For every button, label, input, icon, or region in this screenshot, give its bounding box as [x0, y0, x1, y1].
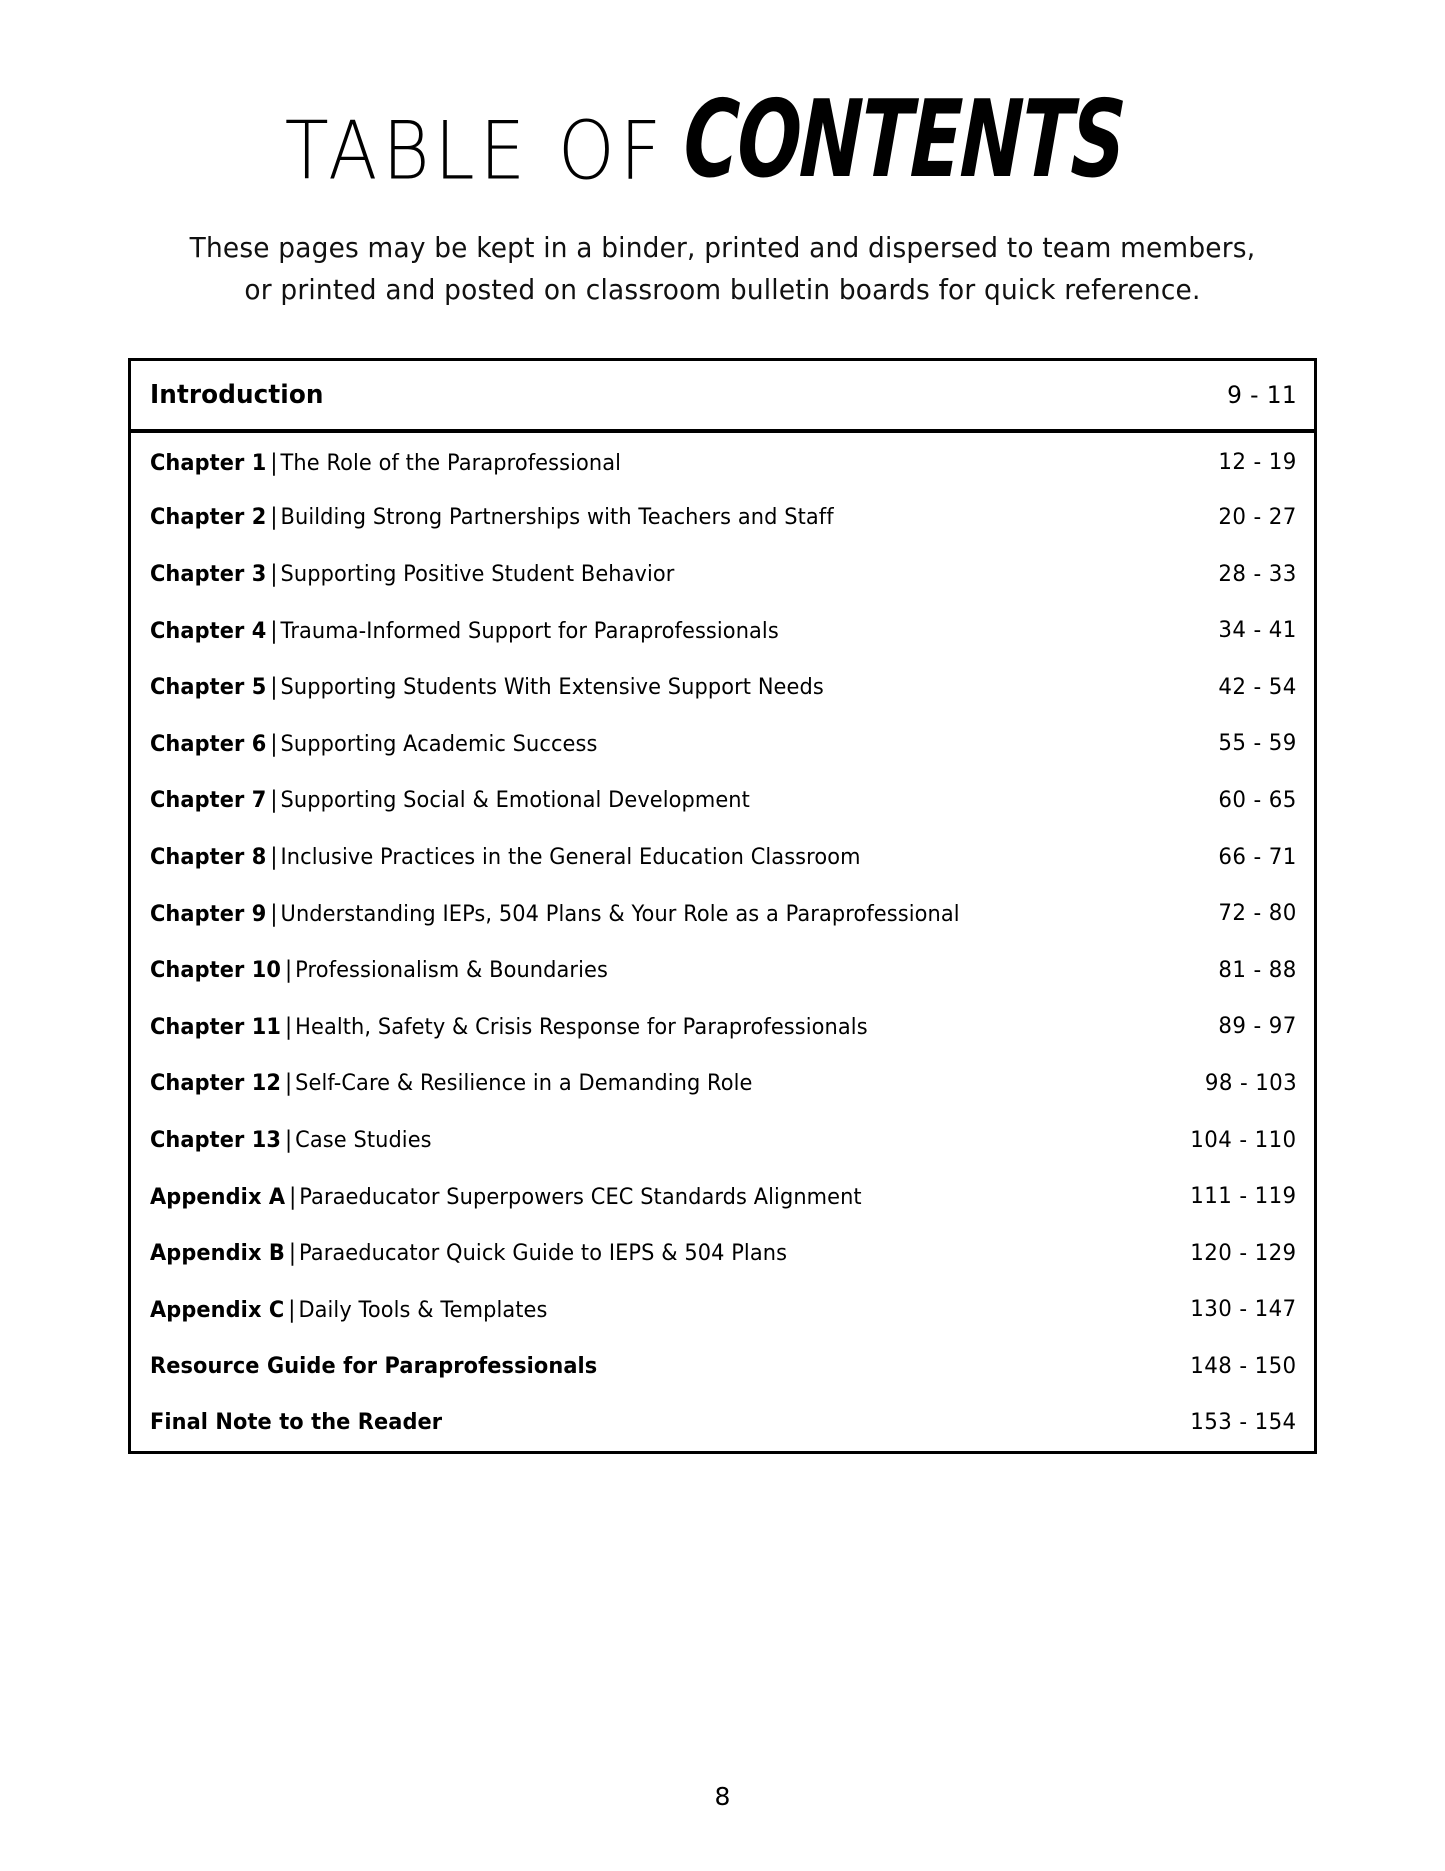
- toc-entry-separator: |: [270, 900, 278, 927]
- toc-row[interactable]: [131, 1395, 1314, 1452]
- toc-row[interactable]: [131, 999, 1314, 1056]
- toc-row[interactable]: [131, 1282, 1314, 1339]
- toc-row[interactable]: [131, 1112, 1314, 1169]
- toc-entry-title: Professionalism & Boundaries: [295, 958, 608, 984]
- toc-entry-lead: Appendix B: [150, 1241, 285, 1267]
- toc-entry-label: [150, 450, 621, 476]
- toc-row-introduction[interactable]: [131, 361, 1314, 433]
- toc-entry-label: [150, 957, 608, 983]
- toc-entry-lead: Chapter 5: [150, 675, 267, 701]
- toc-entry-label: [150, 1014, 868, 1040]
- toc-entry-label: [150, 901, 960, 927]
- toc-entry-title: Paraeducator Superpowers CEC Standards Alignment: [299, 1184, 862, 1210]
- page-title: [0, 0, 1445, 202]
- toc-entry-label: [150, 1127, 432, 1153]
- toc-entry-pages: 120 - 129: [1190, 1240, 1297, 1266]
- toc-entry-separator: |: [270, 844, 278, 871]
- toc-entry-pages: 89 - 97: [1218, 1014, 1297, 1040]
- toc-entry-lead: Appendix C: [150, 1297, 285, 1323]
- toc-row[interactable]: [131, 716, 1314, 773]
- toc-entry-separator: |: [270, 787, 278, 814]
- toc-row[interactable]: [131, 489, 1314, 546]
- toc-entry-pages: 72 - 80: [1218, 901, 1297, 927]
- toc-entry-title: Health, Safety & Crisis Response for Paraprofessionals: [295, 1014, 868, 1040]
- toc-entry-title: Supporting Academic Success: [280, 731, 598, 757]
- toc-entry-separator: |: [288, 1296, 296, 1323]
- toc-entry-lead: Chapter 10: [150, 958, 282, 984]
- toc-entry-lead: Chapter 7: [150, 788, 267, 814]
- toc-entry-lead: Chapter 13: [150, 1128, 282, 1154]
- toc-entry-lead: Chapter 6: [150, 731, 267, 757]
- toc-entry-pages: 60 - 65: [1218, 787, 1297, 813]
- toc-entry-pages: 28 - 33: [1218, 561, 1297, 587]
- toc-row[interactable]: [131, 546, 1314, 603]
- toc-entry-separator: |: [284, 1127, 293, 1154]
- toc-entry-pages: 55 - 59: [1218, 731, 1297, 757]
- toc-entry-label: [150, 1297, 547, 1323]
- toc-entry-separator: |: [284, 957, 293, 984]
- toc-entry-label: [150, 731, 597, 757]
- toc-entry-separator: |: [288, 1183, 297, 1210]
- toc-entry-separator: |: [270, 674, 278, 701]
- toc-entry-title: Supporting Social & Emotional Development: [280, 788, 750, 814]
- toc-entry-separator: |: [288, 1240, 297, 1267]
- toc-row[interactable]: [131, 885, 1314, 942]
- toc-entry-separator: |: [284, 1070, 293, 1097]
- toc-row[interactable]: [131, 1225, 1314, 1282]
- toc-entry-pages: 81 - 88: [1218, 957, 1297, 983]
- toc-entry-label: [150, 787, 750, 813]
- contents-table: [128, 358, 1317, 1455]
- toc-entry-lead: Chapter 11: [150, 1014, 282, 1040]
- toc-entry-pages: 66 - 71: [1218, 844, 1297, 870]
- toc-entry-pages: 20 - 27: [1218, 504, 1297, 530]
- toc-entry-label: [150, 618, 779, 644]
- toc-row[interactable]: [131, 659, 1314, 716]
- toc-entry-pages: 34 - 41: [1218, 618, 1297, 644]
- toc-entry-label: [150, 561, 674, 587]
- toc-entry-pages: 111 - 119: [1190, 1184, 1297, 1210]
- toc-entry-label: [150, 504, 834, 530]
- toc-row[interactable]: [131, 772, 1314, 829]
- toc-entry-title: Case Studies: [295, 1128, 432, 1154]
- toc-entry-title: Inclusive Practices in the General Education Classroom: [280, 845, 861, 871]
- toc-entry-pages: 153 - 154: [1190, 1410, 1297, 1436]
- toc-entry-title: Building Strong Partnerships with Teachers and Staff: [280, 505, 834, 531]
- page-subtitle: These pages may be kept in a binder, printed and dispersed to team members, or printed and posted on classroom bulletin boards for quick reference.: [189, 232, 1256, 306]
- toc-entry-title: Understanding IEPs, 504 Plans & Your Role as a Paraprofessional: [280, 901, 960, 927]
- toc-entry-title: Trauma-Informed Support for Paraprofessionals: [280, 618, 779, 644]
- toc-entry-label: Introduction: [150, 379, 324, 410]
- title-line: [284, 78, 1160, 202]
- toc-row[interactable]: [131, 1055, 1314, 1112]
- toc-row[interactable]: [131, 602, 1314, 659]
- toc-entry-lead: Appendix A: [150, 1184, 286, 1210]
- toc-entry-pages: 98 - 103: [1204, 1070, 1297, 1096]
- toc-entry-label: [150, 844, 861, 870]
- toc-entry-separator: |: [270, 449, 278, 476]
- toc-entry-lead: Chapter 12: [150, 1071, 282, 1097]
- toc-entry-lead: Chapter 2: [150, 505, 267, 531]
- toc-entry-label: [150, 1354, 597, 1379]
- title-display-text: CONTENTS: [681, 78, 1127, 202]
- toc-entry-pages: 9 - 11: [1227, 380, 1297, 409]
- page-folio: 8: [714, 1782, 731, 1811]
- toc-entry-separator: |: [284, 1013, 293, 1040]
- toc-entry-label: [150, 1240, 787, 1266]
- toc-entry-lead: Resource Guide for Paraprofessionals: [150, 1353, 598, 1379]
- toc-entry-title: Daily Tools & Templates: [298, 1297, 548, 1323]
- toc-entry-separator: |: [270, 561, 278, 588]
- toc-row[interactable]: [131, 942, 1314, 999]
- toc-entry-label: [150, 1070, 752, 1096]
- toc-entry-lead: Chapter 8: [150, 845, 267, 871]
- toc-entry-lead: Chapter 9: [150, 901, 267, 927]
- toc-entry-pages: 12 - 19: [1218, 450, 1297, 476]
- toc-entry-separator: |: [270, 504, 278, 531]
- toc-entry-label: [150, 1410, 442, 1435]
- toc-entry-lead: Chapter 1: [150, 450, 267, 476]
- toc-row[interactable]: [131, 1338, 1314, 1395]
- toc-entry-label: [150, 1184, 862, 1210]
- toc-entry-title: Paraeducator Quick Guide to IEPS & 504 Plans: [299, 1241, 788, 1267]
- toc-entry-title: Supporting Positive Student Behavior: [280, 562, 675, 588]
- toc-entry-title: Self-Care & Resilience in a Demanding Role: [295, 1071, 753, 1097]
- toc-entry-pages: 148 - 150: [1190, 1353, 1297, 1379]
- toc-entry-list: [131, 433, 1314, 1452]
- toc-entry-separator: |: [270, 730, 278, 757]
- toc-row[interactable]: [131, 433, 1314, 490]
- toc-entry-title: Supporting Students With Extensive Support Needs: [280, 675, 824, 701]
- toc-row[interactable]: [131, 1168, 1314, 1225]
- toc-entry-separator: |: [270, 617, 278, 644]
- toc-entry-label: [150, 674, 824, 700]
- toc-entry-pages: 104 - 110: [1190, 1127, 1297, 1153]
- toc-row[interactable]: [131, 829, 1314, 886]
- toc-entry-lead: Chapter 3: [150, 562, 267, 588]
- title-plain-text: TABLE OF: [284, 103, 667, 198]
- toc-entry-title: The Role of the Paraprofessional: [280, 450, 622, 476]
- toc-entry-pages: 130 - 147: [1190, 1297, 1297, 1323]
- toc-entry-lead: Final Note to the Reader: [150, 1410, 443, 1436]
- toc-entry-pages: 42 - 54: [1218, 674, 1297, 700]
- toc-entry-lead: Chapter 4: [150, 618, 267, 644]
